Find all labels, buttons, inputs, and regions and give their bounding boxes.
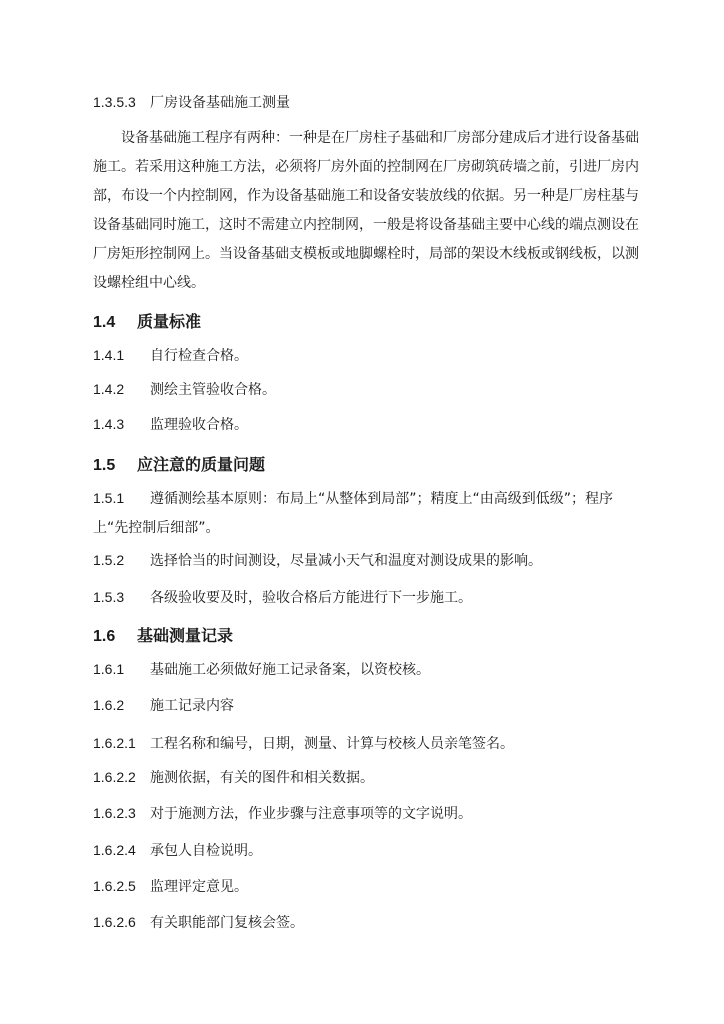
item-text: 承包人自检说明。: [150, 843, 262, 859]
item-text: 自行检查合格。: [150, 348, 248, 364]
item-text: 施工记录内容: [150, 698, 234, 714]
item-number: 1.5.3: [93, 589, 125, 605]
list-item: [93, 840, 262, 861]
item-text: 监理验收合格。: [150, 417, 248, 433]
list-item: [93, 912, 304, 933]
item-text: 基础施工必须做好施工记录备案，以资校核。: [150, 662, 430, 678]
section-number: 1.4: [93, 314, 116, 331]
list-item: [93, 876, 248, 897]
heading-1-4: [93, 312, 201, 333]
body-paragraph: 设备基础施工程序有两种：一种是在厂房柱子基础和厂房部分建成后才进行设备基础施工。若采用这种施工方法，必须将厂房外面的控制网在厂房砌筑砖墙之前，引进厂房内部，布设一个内控制网，作为设备基础施工和设备安装放线的依据。另一种是厂房柱基与设备基础同时施工，这时不需建立内控制网，一般是将设备基础主要中心线的端点测设在厂房矩形控制网上。当设备基础支模板或地脚螺栓时，局部的架设木线板或钢线板，以测设螺栓组中心线。: [93, 130, 639, 291]
item-text: 施测依据，有关的图件和相关数据。: [150, 770, 374, 786]
section-title: 基础测量记录: [137, 626, 234, 645]
item-text: 选择恰当的时间测设，尽量减小天气和温度对测设成果的影响。: [150, 553, 542, 569]
section-number: 1.5: [93, 457, 116, 474]
item-number: 1.6.1: [93, 661, 125, 677]
item-text: 遵循测绘基本原则：布局上“从整体到局部”；精度上“由高级到低级”；程序上“先控制后细部”。: [93, 491, 614, 536]
item-number: 1.6.2.2: [93, 769, 136, 785]
item-number: 1.6.2: [93, 697, 125, 713]
list-item: [93, 803, 472, 824]
list-item: [93, 414, 248, 435]
section-number: 1.3.5.3: [93, 94, 136, 110]
heading-1-5: [93, 455, 265, 476]
list-item: [93, 550, 542, 571]
item-number: 1.6.2.6: [93, 914, 136, 930]
item-text: 测绘主管验收合格。: [150, 382, 276, 398]
section-number: 1.6: [93, 628, 116, 645]
item-number: 1.5.1: [93, 490, 125, 506]
item-number: 1.6.2.4: [93, 842, 136, 858]
list-item: [93, 484, 641, 543]
heading-1-6: [93, 626, 233, 647]
list-item: [93, 767, 374, 788]
item-number: 1.4.2: [93, 381, 125, 397]
item-text: 有关职能部门复核会签。: [150, 915, 304, 931]
item-number: 1.5.2: [93, 552, 125, 568]
section-title: 应注意的质量问题: [137, 455, 266, 474]
list-item: [93, 695, 234, 716]
section-title: 厂房设备基础施工测量: [150, 95, 290, 111]
item-text: 工程名称和编号，日期，测量、计算与校核人员亲笔签名。: [150, 736, 514, 752]
list-item: [93, 659, 430, 680]
item-number: 1.4.1: [93, 347, 125, 363]
list-item: [93, 733, 514, 754]
section-title: 质量标准: [137, 312, 202, 331]
item-number: 1.6.2.3: [93, 805, 136, 821]
list-item: [93, 379, 276, 400]
item-number: 1.6.2.1: [93, 735, 136, 751]
item-text: 各级验收要及时，验收合格后方能进行下一步施工。: [150, 590, 472, 606]
item-text: 监理评定意见。: [150, 879, 248, 895]
list-item: [93, 587, 472, 608]
item-number: 1.4.3: [93, 416, 125, 432]
list-item: [93, 345, 248, 366]
item-number: 1.6.2.5: [93, 878, 136, 894]
item-text: 对于施测方法，作业步骤与注意事项等的文字说明。: [150, 806, 472, 822]
heading-1-3-5-3: [93, 92, 290, 113]
